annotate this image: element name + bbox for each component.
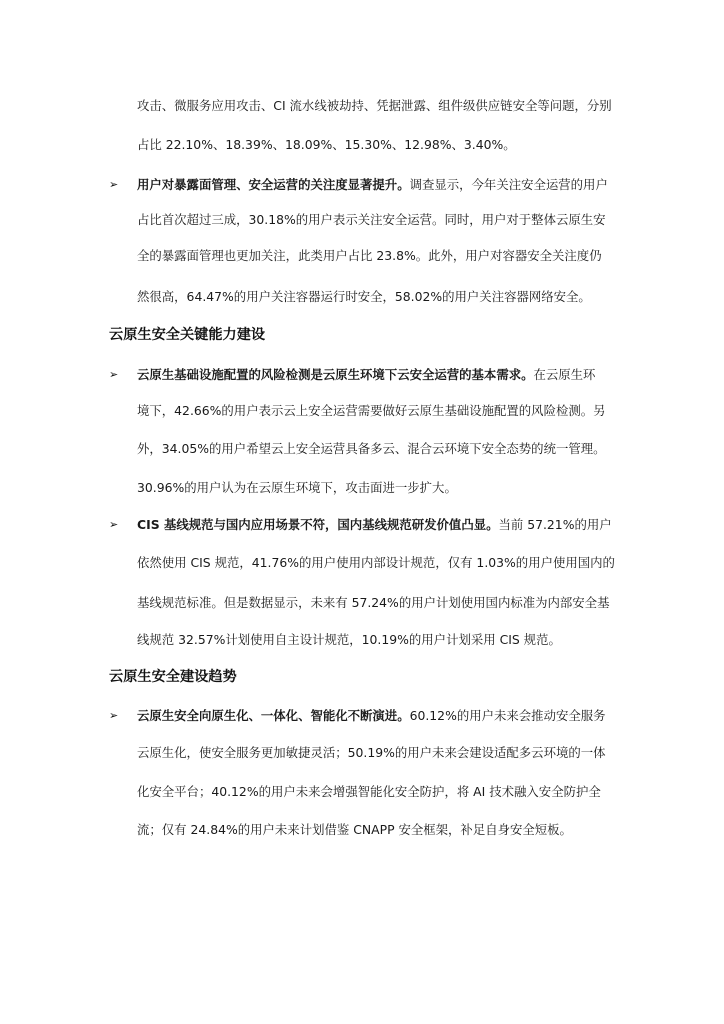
bullet-cis-line-3: 基线规范标准。但是数据显示，未来有 57.24%的用户计划使用国内标准为内部安全基	[137, 595, 610, 610]
bullet-cis-lead: CIS 基线规范与国内应用场景不符，国内基线规范研发价值凸显。	[137, 517, 499, 532]
bullet-cis-text: 当前 57.21%的用户	[498, 517, 612, 532]
bullet-trend-line-4: 流；仅有 24.84%的用户未来计划借鉴 CNAPP 安全框架，补足自身安全短板。	[137, 822, 572, 837]
bullet-exposure-line-2: 占比首次超过三成，30.18%的用户表示关注安全运营。同时，用户对于整体云原生安	[137, 212, 606, 227]
bullet-trend-line-1	[137, 707, 615, 725]
bullet-infra-line-3: 外，34.05%的用户希望云上安全运营具备多云、混合云环境下安全态势的统一管理。	[137, 441, 606, 456]
bullet-exposure-text: 调查显示，今年关注安全运营的用户	[409, 177, 608, 192]
bullet-arrow-icon: ➢	[109, 368, 119, 381]
intro-line-2: 占比 22.10%、18.39%、18.09%、15.30%、12.98%、3.40%。	[137, 137, 516, 152]
bullet-exposure-line-3: 全的暴露面管理也更加关注，此类用户占比 23.8%。此外，用户对容器安全关注度仍	[137, 248, 602, 263]
bullet-exposure-line-1	[137, 176, 615, 194]
bullet-infra-text: 在云原生环	[533, 367, 596, 382]
bullet-infra-lead: 云原生基础设施配置的风险检测是云原生环境下云安全运营的基本需求。	[137, 367, 534, 382]
bullet-infra-line-4: 30.96%的用户认为在云原生环境下，攻击面进一步扩大。	[137, 480, 457, 495]
bullet-cis-line-4: 线规范 32.57%计划使用自主设计规范，10.19%的用户计划采用 CIS 规范。	[137, 632, 561, 647]
bullet-cis-line-2: 依然使用 CIS 规范，41.76%的用户使用内部设计规范，仅有 1.03%的用户使用国内的	[137, 555, 615, 570]
bullet-trend-text: 60.12%的用户未来会推动安全服务	[409, 708, 606, 723]
bullet-exposure-lead: 用户对暴露面管理、安全运营的关注度显著提升。	[137, 177, 410, 192]
bullet-arrow-icon: ➢	[109, 518, 119, 531]
bullet-infra-line-1	[137, 366, 615, 384]
bullet-infra-line-2: 境下，42.66%的用户表示云上安全运营需要做好云原生基础设施配置的风险检测。另	[137, 403, 606, 418]
bullet-exposure-line-4: 然很高，64.47%的用户关注容器运行时安全，58.02%的用户关注容器网络安全。	[137, 289, 591, 304]
intro-line-1: 攻击、微服务应用攻击、CI 流水线被劫持、凭据泄露、组件级供应链安全等问题，分别	[137, 98, 612, 113]
bullet-arrow-icon: ➢	[109, 178, 119, 191]
bullet-trend-line-2: 云原生化，使安全服务更加敏捷灵活；50.19%的用户未来会建设适配多云环境的一体	[137, 745, 606, 760]
bullet-cis-line-1	[137, 516, 615, 534]
section-heading-capability: 云原生安全关键能力建设	[109, 327, 266, 343]
bullet-arrow-icon: ➢	[109, 709, 119, 722]
bullet-trend-lead: 云原生安全向原生化、一体化、智能化不断演进。	[137, 708, 410, 723]
section-heading-trend: 云原生安全建设趋势	[109, 669, 237, 685]
bullet-trend-line-3: 化安全平台；40.12%的用户未来会增强智能化安全防护，将 AI 技术融入安全防护全	[137, 784, 601, 799]
